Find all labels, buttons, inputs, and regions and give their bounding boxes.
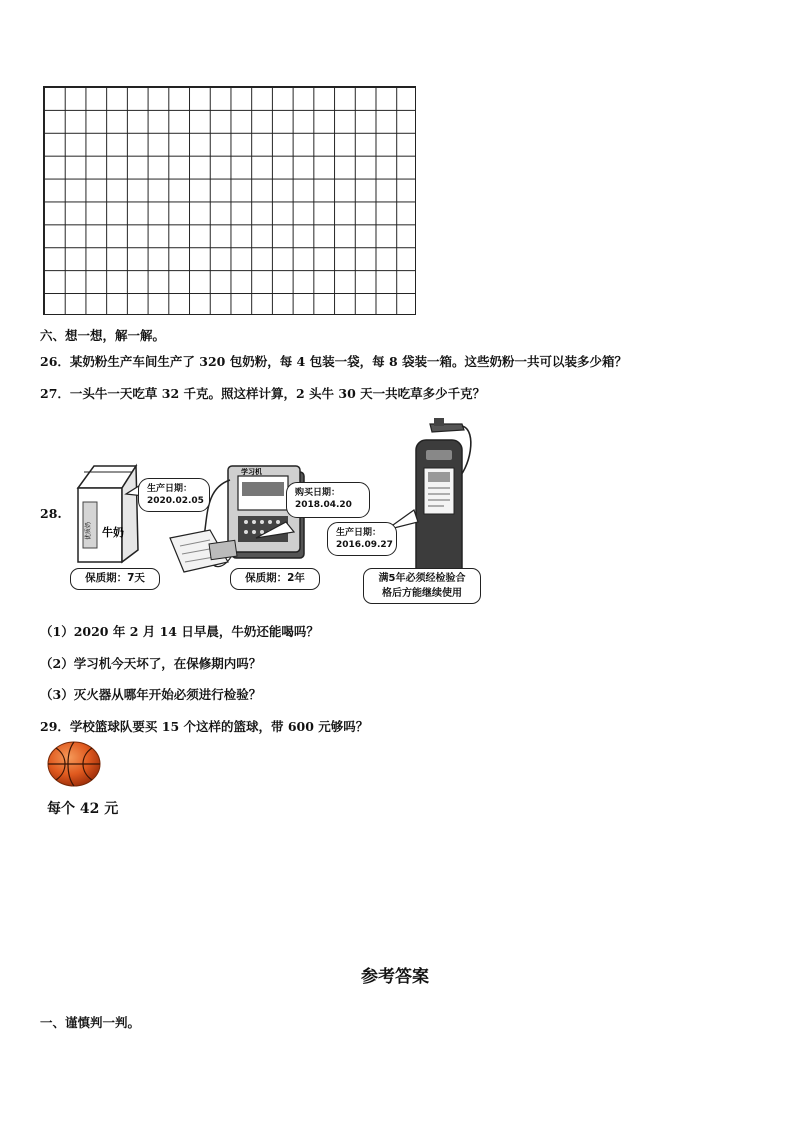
learning-machine-screen-label: 学习机 — [241, 468, 262, 476]
writing-grid — [43, 86, 416, 315]
question-26: 26．某奶粉生产车间生产了 320 包奶粉，每 4 包装一袋，每 8 袋装一箱。这些奶粉一共可以装多少箱？ — [40, 354, 627, 369]
milk-production-date: 2020.02.05 — [147, 496, 204, 506]
fire-extinguisher-icon — [416, 418, 471, 592]
answers-section-1: 一、谨慎判一判。 — [40, 1015, 141, 1030]
question-28-sub-3: （3）灭火器从哪年开始必须进行检验？ — [40, 687, 262, 702]
question-28-number: 28. — [40, 506, 62, 521]
section-heading: 六、想一想，解一解。 — [40, 328, 166, 343]
learner-date-bubble — [286, 482, 370, 518]
extinguisher-date-bubble — [327, 522, 397, 556]
milk-bubble-title: 生产日期： — [147, 484, 193, 494]
learner-purchase-date: 2018.04.20 — [295, 500, 352, 510]
basketball-price: 每个 42 元 — [47, 801, 119, 817]
learner-warranty-tag: 保质期：2年 — [230, 568, 320, 590]
question-28-sub-1: （1）2020 年 2 月 14 日早晨，牛奶还能喝吗？ — [40, 624, 319, 639]
answers-title: 参考答案 — [361, 967, 429, 987]
extinguisher-bubble-title: 生产日期： — [336, 528, 382, 538]
milk-box-label: 牛奶 — [102, 526, 124, 539]
milk-date-bubble — [138, 478, 210, 512]
milk-shelf-life-tag: 保质期：7天 — [70, 568, 160, 590]
basketball-icon — [46, 740, 102, 788]
extinguisher-production-date: 2016.09.27 — [336, 540, 393, 550]
extinguisher-inspection-note — [363, 568, 481, 604]
milk-carton-icon — [78, 466, 138, 562]
milk-side-label: 优质奶 — [85, 521, 92, 540]
inspection-note-line2: 格后方能继续使用 — [382, 588, 462, 599]
question-28-sub-2: （2）学习机今天坏了，在保修期内吗？ — [40, 656, 262, 671]
learner-bubble-title: 购买日期： — [295, 488, 341, 498]
inspection-note-line1: 满5年必须经检验合 — [378, 573, 466, 584]
question-27: 27．一头牛一天吃草 32 千克。照这样计算，2 头牛 30 天一共吃草多少千克？ — [40, 386, 486, 401]
question-29: 29．学校篮球队要买 15 个这样的篮球，带 600 元够吗？ — [40, 719, 369, 734]
